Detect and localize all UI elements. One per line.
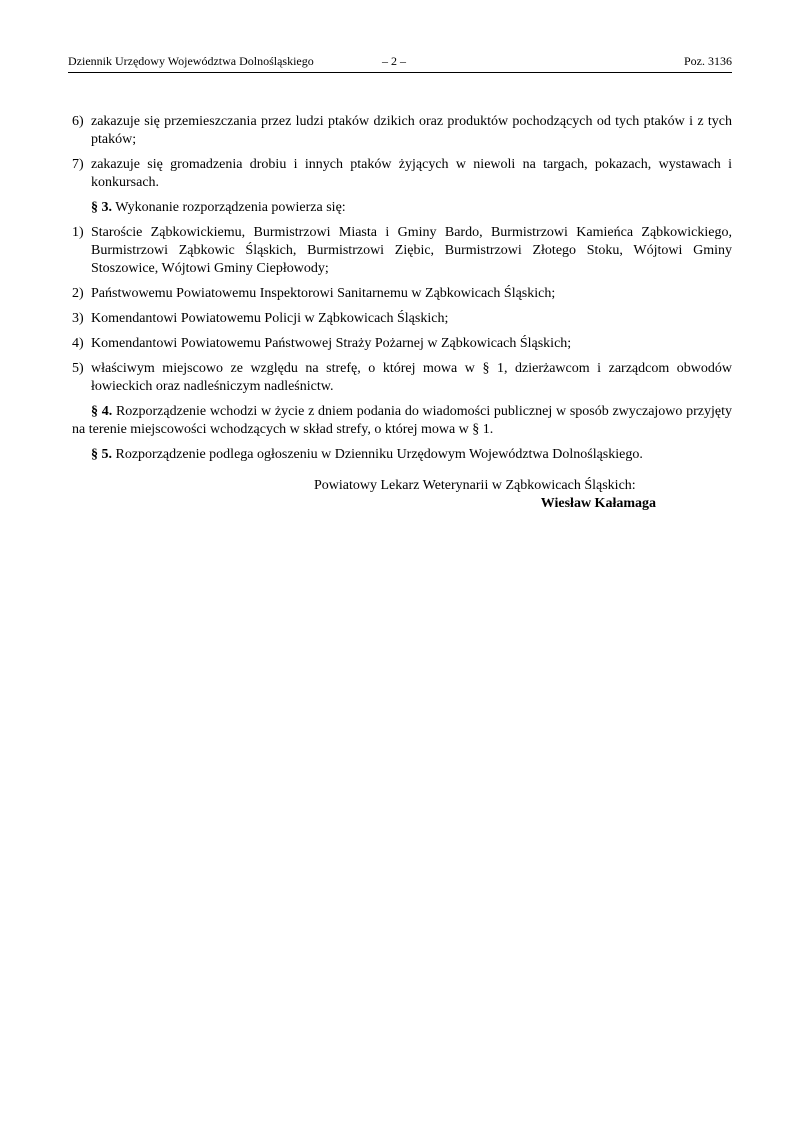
list-item xyxy=(72,113,732,149)
item-number: 1) xyxy=(72,225,84,240)
section-label: § 5. xyxy=(91,447,112,462)
list-item xyxy=(72,310,732,328)
item-number: 6) xyxy=(72,114,84,129)
item-number: 4) xyxy=(72,336,84,351)
section-text: Rozporządzenie wchodzi w życie z dniem podania do wiadomości publicznej w sposób zwyczajowo przyjęty na terenie miejscowości wchodzących w skład strefy, o której mowa w § 1. xyxy=(72,404,733,437)
item-text: zakazuje się gromadzenia drobiu i innych ptaków żyjących w niewoli na targach, pokazach, wystawach i konkursach. xyxy=(91,157,732,190)
list-item xyxy=(72,335,732,353)
list-item xyxy=(72,224,732,278)
section-text: Rozporządzenie podlega ogłoszeniu w Dzienniku Urzędowym Województwa Dolnośląskiego. xyxy=(112,447,643,462)
item-number: 2) xyxy=(72,286,84,301)
section-label: § 3. xyxy=(91,200,112,215)
section-4 xyxy=(72,403,732,439)
journal-title: Dziennik Urzędowy Województwa Dolnośląskiego xyxy=(68,54,314,68)
signatory-title: Powiatowy Lekarz Weterynarii w Ząbkowicach Śląskich: xyxy=(314,478,636,493)
list-item xyxy=(72,156,732,192)
list-item xyxy=(72,360,732,396)
item-number: 7) xyxy=(72,157,84,172)
section-5 xyxy=(72,446,732,464)
section-text: Wykonanie rozporządzenia powierza się: xyxy=(112,200,346,215)
signature-block xyxy=(314,477,656,513)
signatory-name: Wiesław Kałamaga xyxy=(540,496,656,511)
page-number: – 2 – xyxy=(382,54,406,68)
item-text: Komendantowi Powiatowemu Policji w Ząbkowicach Śląskich; xyxy=(91,311,449,326)
position-number: Poz. 3136 xyxy=(684,54,732,68)
item-number: 5) xyxy=(72,361,84,376)
page-header xyxy=(68,54,732,73)
item-text: Państwowemu Powiatowemu Inspektorowi Sanitarnemu w Ząbkowicach Śląskich; xyxy=(91,286,556,301)
item-number: 3) xyxy=(72,311,84,326)
section-label: § 4. xyxy=(91,404,113,419)
item-text: Komendantowi Powiatowemu Państwowej Straży Pożarnej w Ząbkowicach Śląskich; xyxy=(91,336,572,351)
list-item xyxy=(72,285,732,303)
document-body xyxy=(72,113,732,471)
item-text: właściwym miejscowo ze względu na strefę, o której mowa w § 1, dzierżawcom i zarządcom obwodów łowieckich oraz nadleśniczym nadleśnictw. xyxy=(91,361,732,394)
item-text: Staroście Ząbkowickiemu, Burmistrzowi Miasta i Gminy Bardo, Burmistrzowi Kamieńca Ząbkowickiego, Burmistrzowi Ząbkowic Śląskich, Burmistrzowi Ziębic, Burmistrzowi Złotego Stoku, Wójtowi Gminy Stoszowice, Wójtowi Gminy Ciepłowody; xyxy=(91,225,732,276)
item-text: zakazuje się przemieszczania przez ludzi ptaków dzikich oraz produktów pochodzących od tych ptaków i z tych ptaków; xyxy=(91,114,732,147)
section-3 xyxy=(72,199,732,217)
